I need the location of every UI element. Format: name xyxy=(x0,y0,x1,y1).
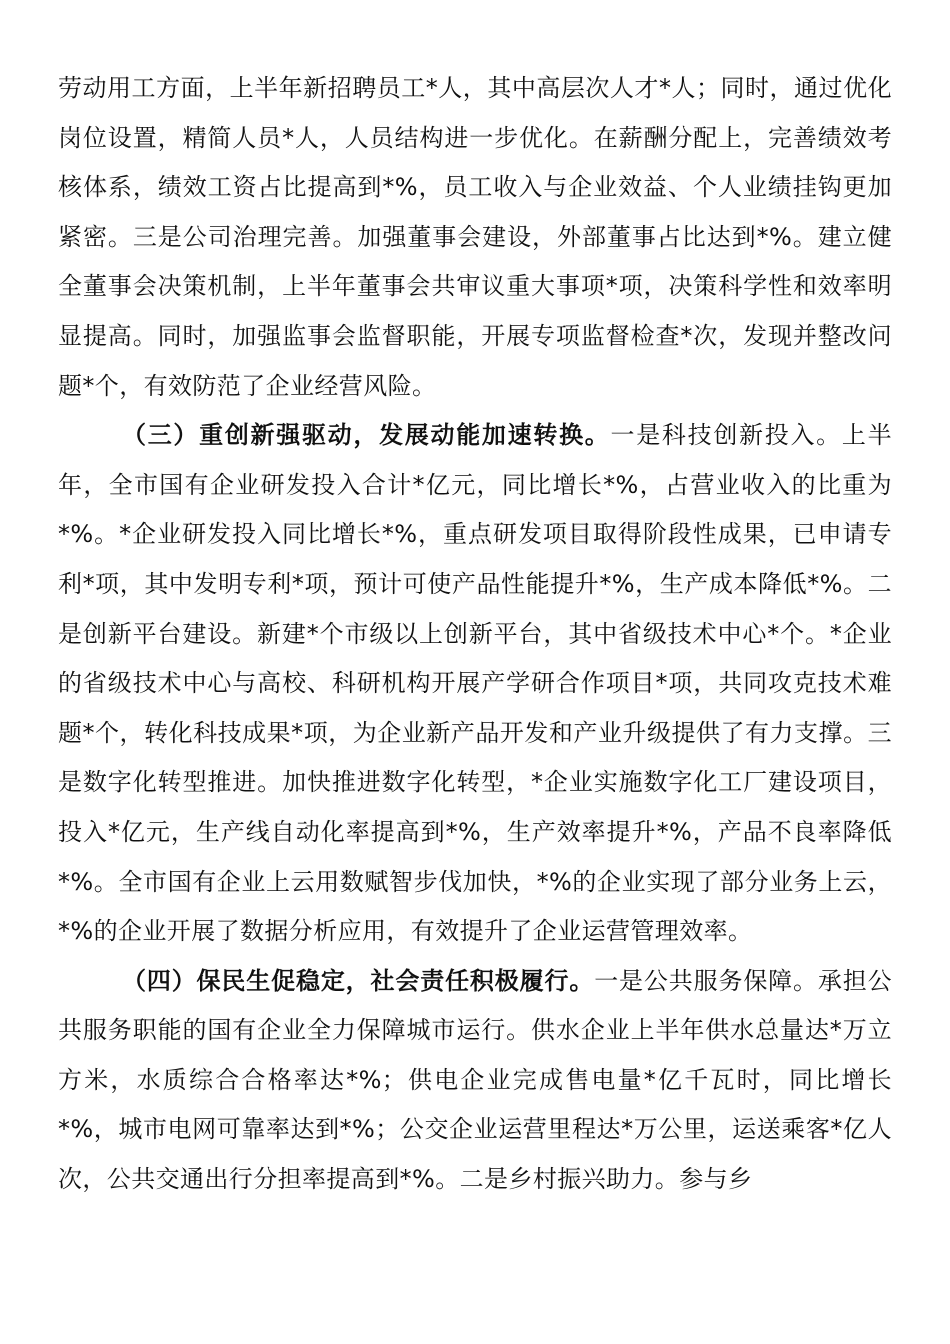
paragraph-3-text: 一是公共服务保障。承担公共服务职能的国有企业全力保障城市运行。供水企业上半年供水总量达*万立方米，水质综合合格率达*%；供电企业完成售电量*亿千瓦时，同比增长*%，城市电网可靠率达到*%；公交企业运营里程达*万公里，运送乘客*亿人次，公共交通出行分担率提高到*%。二是乡村振兴助力。参与乡 xyxy=(58,966,892,1194)
paragraph-2 xyxy=(58,411,892,957)
document-page xyxy=(58,64,892,1205)
paragraph-1-text: 劳动用工方面，上半年新招聘员工*人，其中高层次人才*人；同时，通过优化岗位设置，精简人员*人，人员结构进一步优化。在薪酬分配上，完善绩效考核体系，绩效工资占比提高到*%，员工收入与企业效益、个人业绩挂钩更加紧密。三是公司治理完善。加强董事会建设，外部董事占比达到*%。建立健全董事会决策机制，上半年董事会共审议重大事项*项，决策科学性和效率明显提高。同时，加强监事会监督职能，开展专项监督检查*次，发现并整改问题*个，有效防范了企业经营风险。 xyxy=(58,74,892,400)
paragraph-2-text: 一是科技创新投入。上半年，全市国有企业研发投入合计*亿元，同比增长*%，占营业收入的比重为*%。*企业研发投入同比增长*%，重点研发项目取得阶段性成果，已申请专利*项，其中发明专利*项，预计可使产品性能提升*%，生产成本降低*%。二是创新平台建设。新建*个市级以上创新平台，其中省级技术中心*个。*企业的省级技术中心与高校、科研机构开展产学研合作项目*项，共同攻克技术难题*个，转化科技成果*项，为企业新产品开发和产业升级提供了有力支撑。三是数字化转型推进。加快推进数字化转型，*企业实施数字化工厂建设项目，投入*亿元，生产线自动化率提高到*%，生产效率提升*%，产品不良率降低*%。全市国有企业上云用数赋智步伐加快，*%的企业实现了部分业务上云，*%的企业开展了数据分析应用，有效提升了企业运营管理效率。 xyxy=(58,421,892,946)
paragraph-1 xyxy=(58,64,892,411)
section-heading-4: （四）保民生促稳定，社会责任积极履行。 xyxy=(122,966,595,995)
paragraph-3 xyxy=(58,957,892,1205)
section-heading-3: （三）重创新强驱动，发展动能加速转换。 xyxy=(122,421,611,450)
